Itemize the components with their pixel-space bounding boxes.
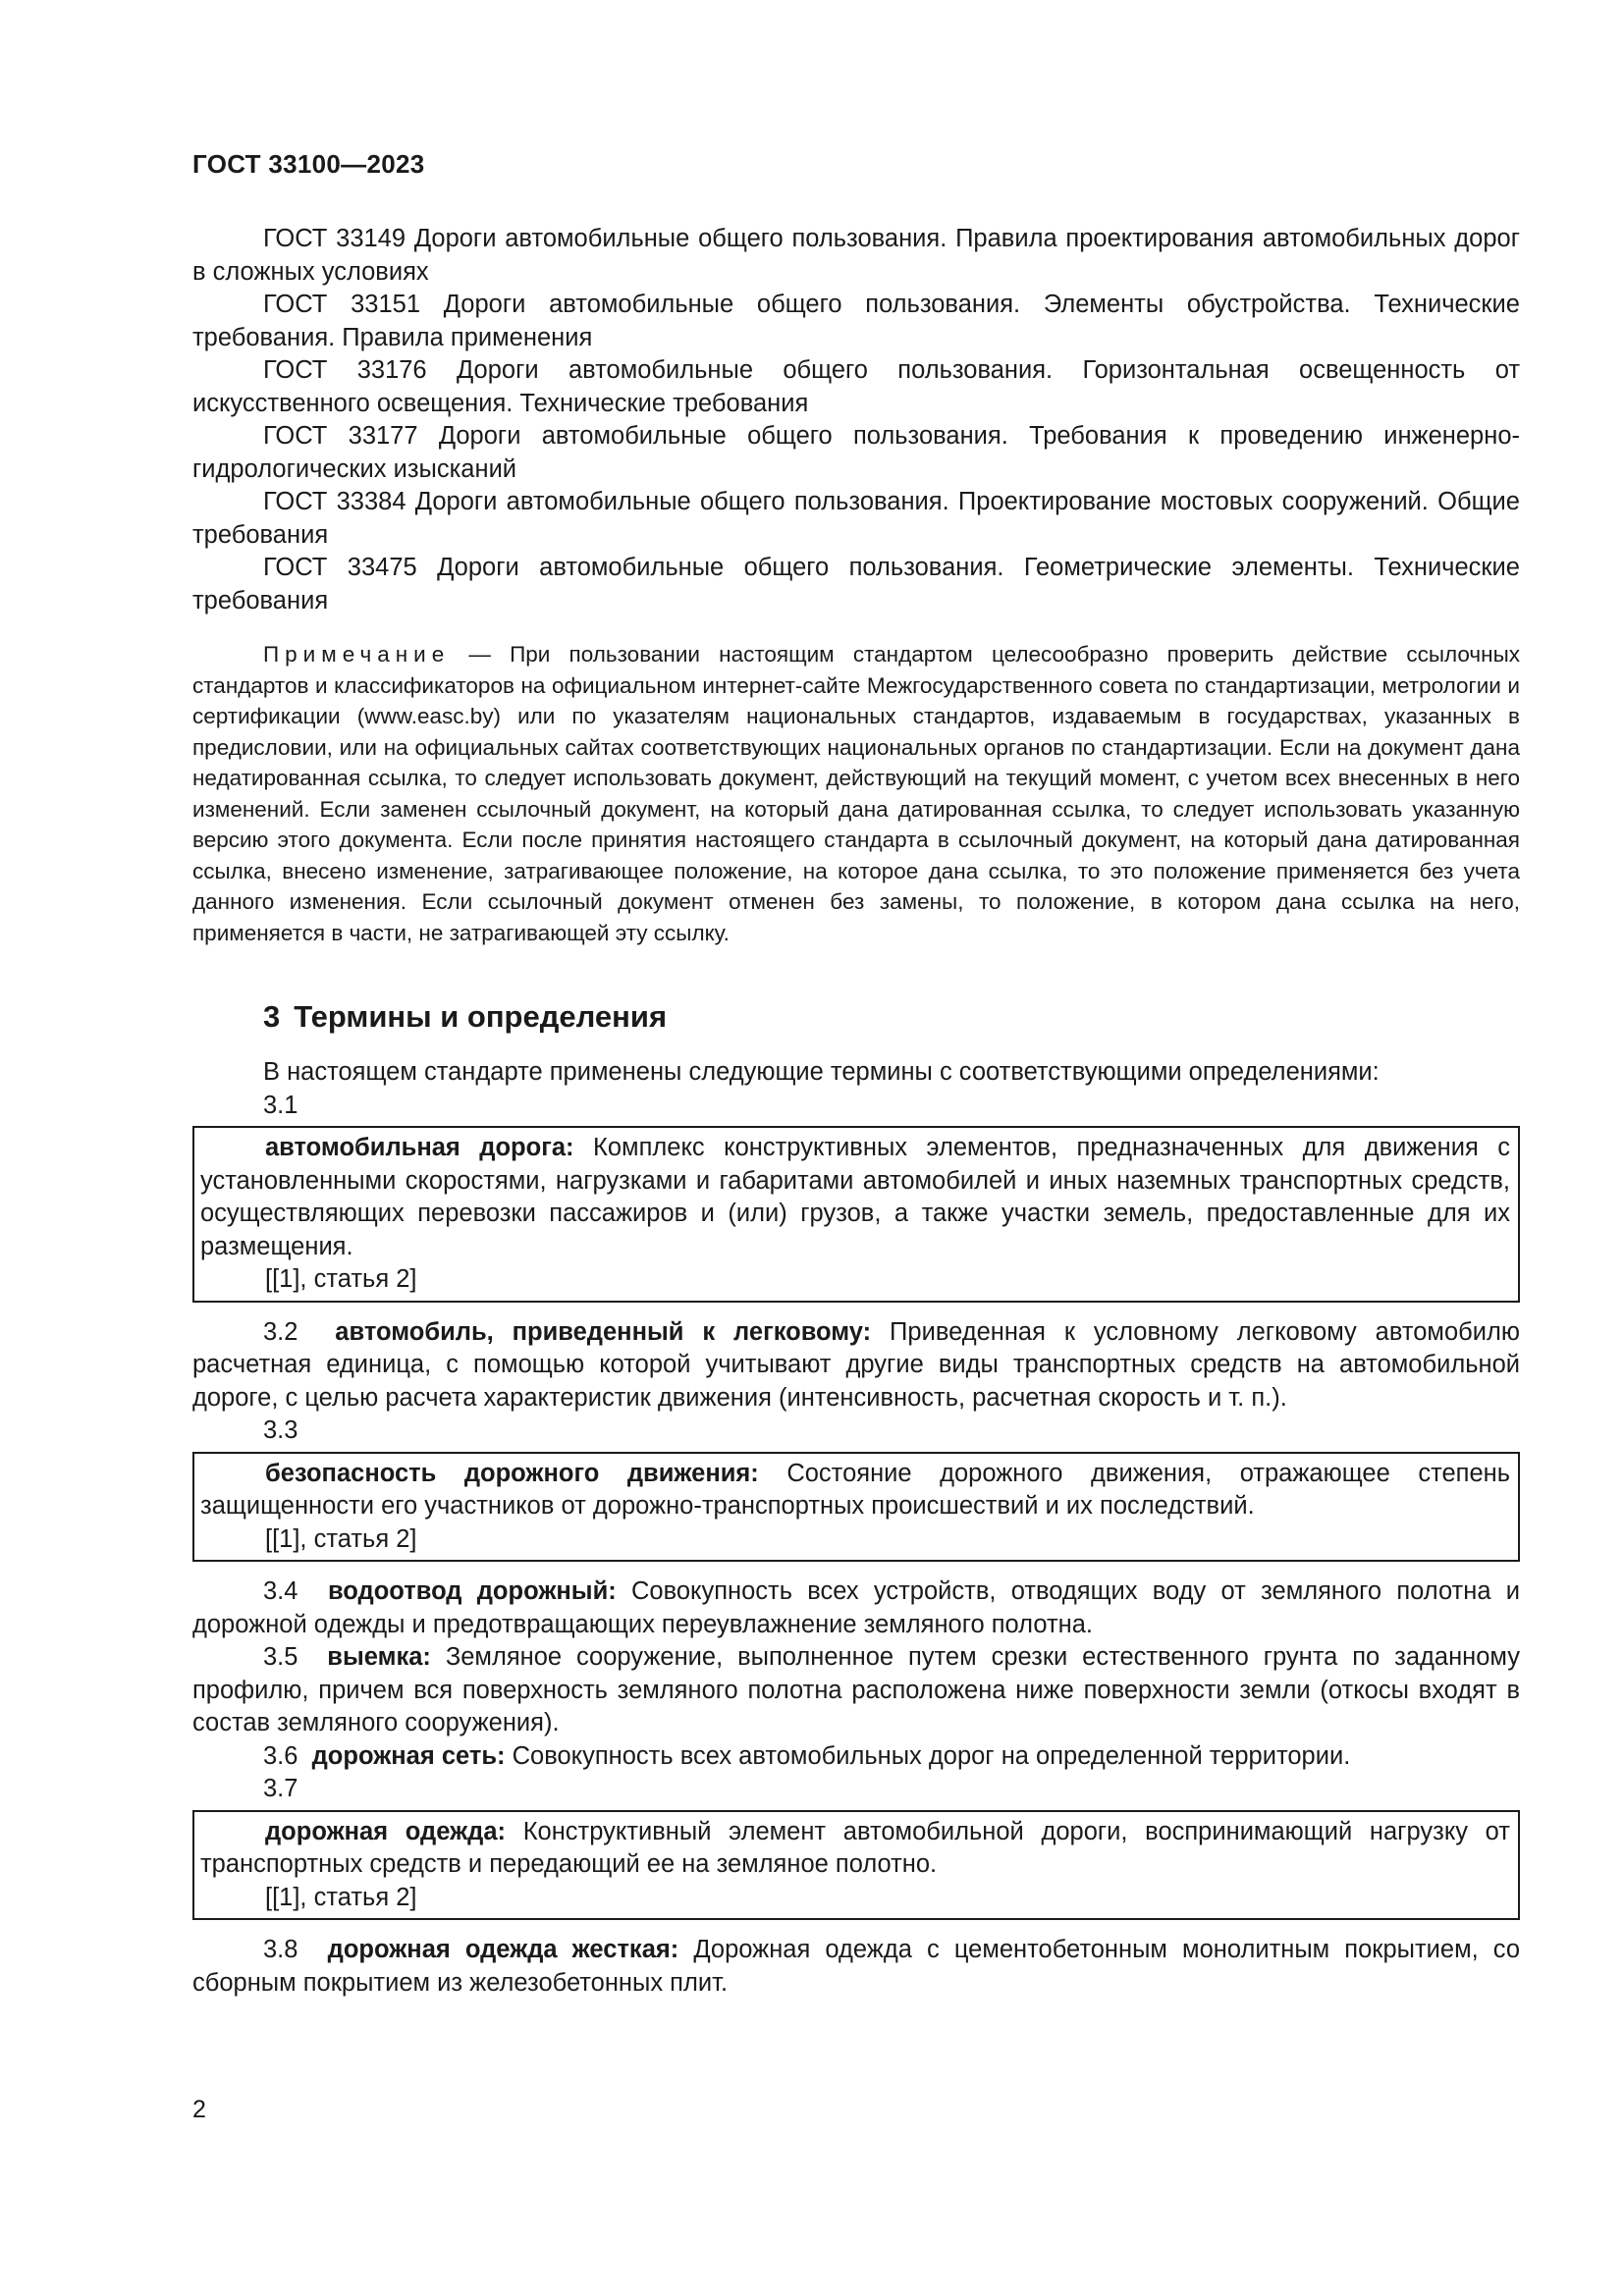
term-name: безопасность дорожного движения: <box>265 1459 759 1487</box>
note-label: Примечание <box>263 642 451 667</box>
reference-item: ГОСТ 33177 Дороги автомобильные общего пользования. Требования к проведению инженерно-гидрологических изысканий <box>192 422 1520 483</box>
reference-item: ГОСТ 33384 Дороги автомобильные общего пользования. Проектирование мостовых сооружений. Общие требования <box>192 488 1520 549</box>
term-source: [[1], статья 2] <box>265 1883 417 1911</box>
term-definition <box>192 1641 1520 1740</box>
term-name: дорожная сеть: <box>311 1741 506 1770</box>
term-text: Совокупность всех устройств, отводящих воду от земляного полотна и дорожной одежды и предотвращающих переувлажнение земляного полотна. <box>192 1577 1520 1638</box>
term-text: Дорожная одежда с цементобетонным монолитным покрытием, со сборным покрытием из железобетонных плит. <box>192 1936 1520 1997</box>
note-paragraph <box>192 639 1520 948</box>
reference-item: ГОСТ 33149 Дороги автомобильные общего пользования. Правила проектирования автомобильных дорог в сложных условиях <box>192 225 1520 286</box>
term-text: Конструктивный элемент автомобильной дороги, воспринимающий нагрузку от транспортных средств и передающий ее на земляное полотно. <box>200 1817 1510 1878</box>
term-number: 3.5 <box>263 1643 298 1671</box>
term-definition <box>200 1816 1510 1882</box>
term-name: выемка: <box>327 1643 431 1671</box>
reference-item: ГОСТ 33176 Дороги автомобильные общего пользования. Горизонтальная освещенность от искусственного освещения. Технические требования <box>192 356 1520 417</box>
term-name: автомобильная дорога: <box>265 1134 574 1161</box>
term-name: водоотвод дорожный: <box>327 1577 617 1605</box>
term-text: Комплекс конструктивных элементов, предназначенных для движения с установленными скоростями, нагрузками и габаритами автомобилей и иных наземных транспортных средств, осуществляющих перевозки пассажиров и (или) грузов, а также участки земель, предоставленные для их размещения. <box>200 1134 1511 1260</box>
term-definition <box>200 1458 1510 1523</box>
term-definition <box>192 1575 1520 1641</box>
term-number: 3.8 <box>263 1936 298 1963</box>
term-source: [[1], статья 2] <box>265 1524 417 1553</box>
note-text: — При пользовании настоящим стандартом целесообразно проверить действие ссылочных стандартов и классификаторов на официальном интернет-сайте Межгосударственного совета по стандартизации, метрологии и сертификации (www.easc.by) или по указателям национальных стандартов, издаваемым в государствах, указанных в предисловии, или на официальных сайтах соответствующих национальных органов по стандартизации. Если на документ дана недатированная ссылка, то следует использовать документ, действующий на текущий момент, с учетом всех внесенных в него изменений. Если заменен ссылочный документ, на который дана датированная ссылка, то следует использовать указанную версию этого документа. Если после принятия настоящего стандарта в ссылочный документ, на который дана датированная ссылка, внесено изменение, затрагивающее положение, на которое дана ссылка, то это положение применяется без учета данного изменения. Если ссылочный документ отменен без замены, то положение, в котором дана ссылка на него, применяется в части, не затрагивающей эту ссылку. <box>192 642 1520 945</box>
term-text: Приведенная к условному легковому автомобилю расчетная единица, с помощью которой учитывают другие виды транспортных средств на автомобильной дороге, с целью расчета характеристик движения (интенсивность, расчетная скорость и т. п.). <box>192 1317 1520 1412</box>
term-source: [[1], статья 2] <box>265 1265 417 1293</box>
document-body <box>192 223 1520 2000</box>
term-number: 3.1 <box>263 1091 298 1119</box>
term-text: Земляное сооружение, выполненное путем срезки естественного грунта по заданному профилю, причем вся поверхность земляного полотна расположена ниже поверхности земли (откосы входят в состав земляного сооружения). <box>192 1643 1520 1736</box>
section-intro: В настоящем стандарте применены следующие термины с соответствующими определениями: <box>263 1058 1380 1086</box>
term-box <box>192 1452 1520 1563</box>
reference-item: ГОСТ 33475 Дороги автомобильные общего пользования. Геометрические элементы. Технические требования <box>192 554 1520 614</box>
term-name: автомобиль, приведенный к легковому: <box>335 1317 872 1346</box>
section-heading <box>263 999 1520 1035</box>
term-box <box>192 1126 1520 1303</box>
term-text: Состояние дорожного движения, отражающее степень защищенности его участников от дорожно-транспортных происшествий и их последствий. <box>200 1459 1510 1520</box>
reference-item: ГОСТ 33151 Дороги автомобильные общего пользования. Элементы обустройства. Технические требования. Правила применения <box>192 291 1520 351</box>
term-number: 3.7 <box>263 1775 298 1802</box>
term-number: 3.3 <box>263 1416 298 1444</box>
term-name: дорожная одежда жесткая: <box>327 1936 679 1963</box>
page-number: 2 <box>192 2096 206 2123</box>
term-name: дорожная одежда: <box>265 1817 507 1845</box>
normative-references-list <box>192 223 1520 617</box>
term-number: 3.4 <box>263 1577 298 1605</box>
section-number: 3 <box>263 999 281 1034</box>
term-box <box>192 1810 1520 1921</box>
term-definition <box>192 1934 1520 2000</box>
term-number: 3.6 <box>263 1741 298 1770</box>
term-number: 3.2 <box>263 1317 298 1346</box>
section-title: Термины и определения <box>294 999 668 1034</box>
term-definition <box>192 1740 1520 1774</box>
page-header-doc-code: ГОСТ 33100—2023 <box>192 149 425 179</box>
term-definition <box>192 1316 1520 1415</box>
term-text: Совокупность всех автомобильных дорог на определенной территории. <box>505 1741 1351 1770</box>
term-definition <box>200 1132 1510 1263</box>
